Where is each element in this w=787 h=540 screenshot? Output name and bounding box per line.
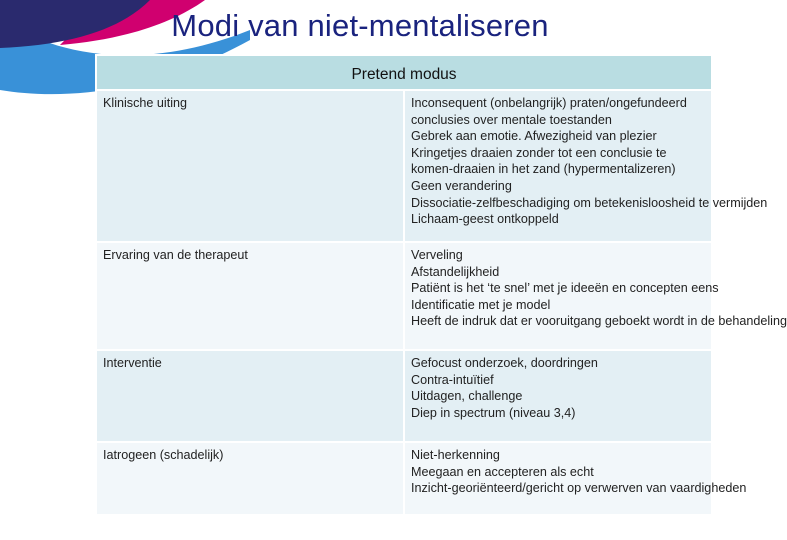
row-label: Ervaring van de therapeut [96,242,404,350]
content-line: Meegaan en accepteren als echt [411,464,594,479]
table-row-interventie [96,350,712,442]
row-content [404,350,712,442]
content-line: Dissociatie-zelfbeschadiging om betekenisloosheid te vermijden [411,195,768,210]
pretend-mode-table [95,54,787,516]
row-content [404,442,747,515]
content-line: Niet-herkenning [411,448,500,462]
table-header-row [96,55,712,90]
content-line: Geen verandering [411,178,512,193]
content-line: Inzicht-georiënteerd/gericht op verwerven van vaardigheden [411,481,747,496]
content-line: Contra-intuïtief [411,372,494,387]
content-line: Uitdagen, challenge [411,389,523,404]
content-line: Inconsequent (onbelangrijk) praten/ongefundeerd conclusies over mentale toestanden [411,96,687,127]
content-line: Gefocust onderzoek, doordringen [411,356,598,370]
content-line: Kringetjes draaien zonder tot een conclusie te komen-draaien in het zand (hypermentalizeren) [411,145,676,177]
content-line: Lichaam-geest ontkoppeld [411,212,559,227]
content-line: Diep in spectrum (niveau 3,4) [411,405,576,420]
table-row-ervaring-therapeut [96,242,712,350]
table-row-iatrogeen [96,442,712,515]
table-row-klinische-uiting [96,90,712,242]
content-line: Heeft de indruk dat er vooruitgang geboekt wordt in de behandeling [411,314,787,329]
row-label: Interventie [96,350,404,442]
row-content [404,90,768,242]
content-line: Identificatie met je model [411,297,551,312]
row-label: Iatrogeen (schadelijk) [96,442,404,515]
slide-title: Modi van niet-mentaliseren [171,8,549,43]
content-line: Patiënt is het ‘te snel’ met je ideeën en concepten eens [411,281,719,296]
table-header-cell: Pretend modus [96,55,712,90]
content-line: Gebrek aan emotie. Afwezigheid van plezier [411,129,657,144]
row-label: Klinische uiting [96,90,404,242]
content-line: Verveling [411,248,463,262]
row-content [404,242,787,350]
content-line: Afstandelijkheid [411,264,500,279]
